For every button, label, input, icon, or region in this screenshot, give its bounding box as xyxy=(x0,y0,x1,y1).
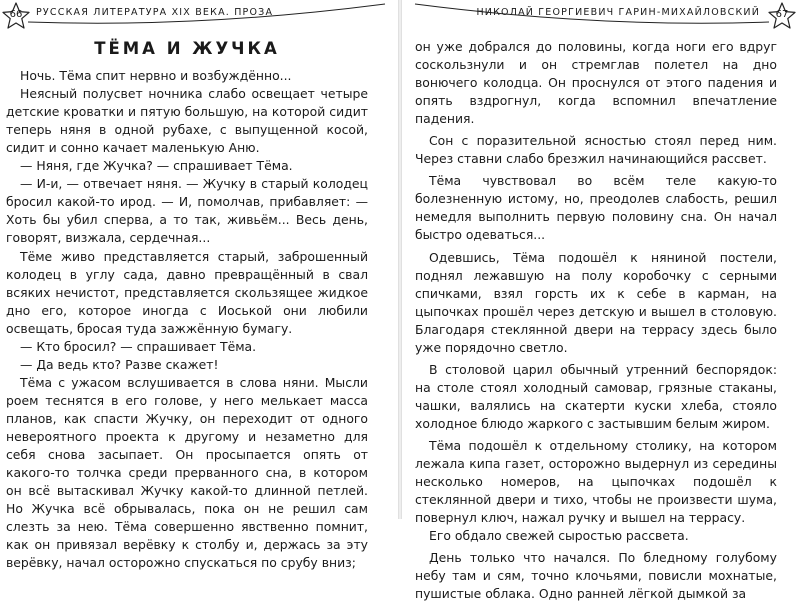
left-page-header xyxy=(0,2,399,30)
paragraph: — Кто бросил? — спрашивает Тёма. xyxy=(20,338,257,354)
running-head-left: РУССКАЯ ЛИТЕРАТУРА XIX ВЕКА. ПРОЗА xyxy=(36,7,274,18)
paragraph: Ночь. Тёма спит нервно и возбуждённо... xyxy=(20,68,292,84)
paragraph: — И-и, — отвечает няня. — Жучку в старый колодец бросил какой-то ирод. — И, помолчав, прибавляет: — Хоть бы убил сперва, а то так, живьём... Весь день, говорят, визжала, сердечная... xyxy=(6,176,368,246)
story-title: ТЁМА И ЖУЧКА xyxy=(94,39,280,58)
paragraph: — Да ведь кто? Разве скажет! xyxy=(20,356,219,372)
left-text-column xyxy=(6,34,368,572)
left-page xyxy=(0,0,399,571)
right-text-column xyxy=(415,38,777,603)
paragraph: Неясный полусвет ночника слабо освещает четыре детские кроватки и пятую большую, на которой сидит теперь няня в одной рубахе, с выпущенной косой, сидит и сонно качает маленькую Аню. xyxy=(6,86,368,156)
paragraph: Тёма с ужасом вслушивается в слова няни. Мысли роем теснятся в его голове, у него мелькает масса планов, как спасти Жучку, он переходит от одного невероятного проекта к другому и незаметно для себя снова засыпает. Он просыпается опять от какого-то толчка среди прерванного сна, в котором он всё вытаскивал Жучку какой-то длинной петлей. Но Жучка всё обрывалась, пока он не решил сам слезть за нею. Тёма совершенно явственно помнит, как он привязал верёвку к столбу и, держась за эту верёвку, начал осторожно спускаться по срубу вниз; xyxy=(6,374,368,571)
paragraph: Тёме живо представляется старый, заброшенный колодец в углу сада, давно превращённый в свал всяких нечистот, представляется скользящее жидкое дно его, которое иногда с Иоськой они любили освещать, бросая туда зажжённую бумагу. xyxy=(6,248,368,336)
paragraph: Тёма подошёл к отдельному столику, на котором лежала кипа газет, осторожно выдернул из середины несколько номеров, на цыпочках подошёл к стеклянной двери и тихо, чтобы не произвести шума, повернул ключ, нажал ручку и вышел на террасу. xyxy=(415,437,777,526)
paragraph: Одевшись, Тёма подошёл к няниной постели, поднял лежавшую на полу коробочку с серными спичками, взял горсть их к себе в карман, на цыпочках прошёл через детскую и вышел в столовую. Благодаря стеклянной двери на террасу здесь было уже порядочно светло. xyxy=(415,249,777,355)
paragraph: Его обдало свежей сыростью рассвета. xyxy=(429,528,689,544)
page-number-right: 67 xyxy=(775,9,789,20)
paragraph: Сон с поразительной ясностью стоял перед ним. Через ставни слабо брезжил начинающийся рассвет. xyxy=(415,133,777,167)
right-page xyxy=(401,0,800,602)
running-head-right: НИКОЛАЙ ГЕОРГИЕВИЧ ГАРИН-МИХАЙЛОВСКИЙ xyxy=(476,7,760,18)
paragraph: День только что начался. По бледному голубому небу там и сям, точно клочьями, повисли мохнатые, пушистые облака. Одно ранней лёгкой дымкой за xyxy=(415,550,777,602)
paragraph: Тёма чувствовал во всём теле какую-то болезненную истому, но, преодолев слабость, решил немедля выполнить первую половину сна. Он начал быстро одеваться... xyxy=(415,173,777,243)
paragraph: он уже добрался до половины, когда ноги его вдруг соскользнули и он стремглав полетел на дно вонючего колодца. Он проснулся от этого падения и опять вздрогнул, когда вспомнил впечатление падения. xyxy=(415,39,777,127)
page-number-star-right xyxy=(767,2,797,30)
page-number-left: 66 xyxy=(9,9,23,20)
paragraph: В столовой царил обычный утренний беспорядок: на столе стоял холодный самовар, грязные стаканы, чашки, валялись на скатерти куски хлеба, стояло холодное блюдо жаркого с застывшим белым жиром. xyxy=(415,361,777,431)
right-page-header xyxy=(401,2,800,30)
paragraph: — Няня, где Жучка? — спрашивает Тёма. xyxy=(20,158,293,174)
